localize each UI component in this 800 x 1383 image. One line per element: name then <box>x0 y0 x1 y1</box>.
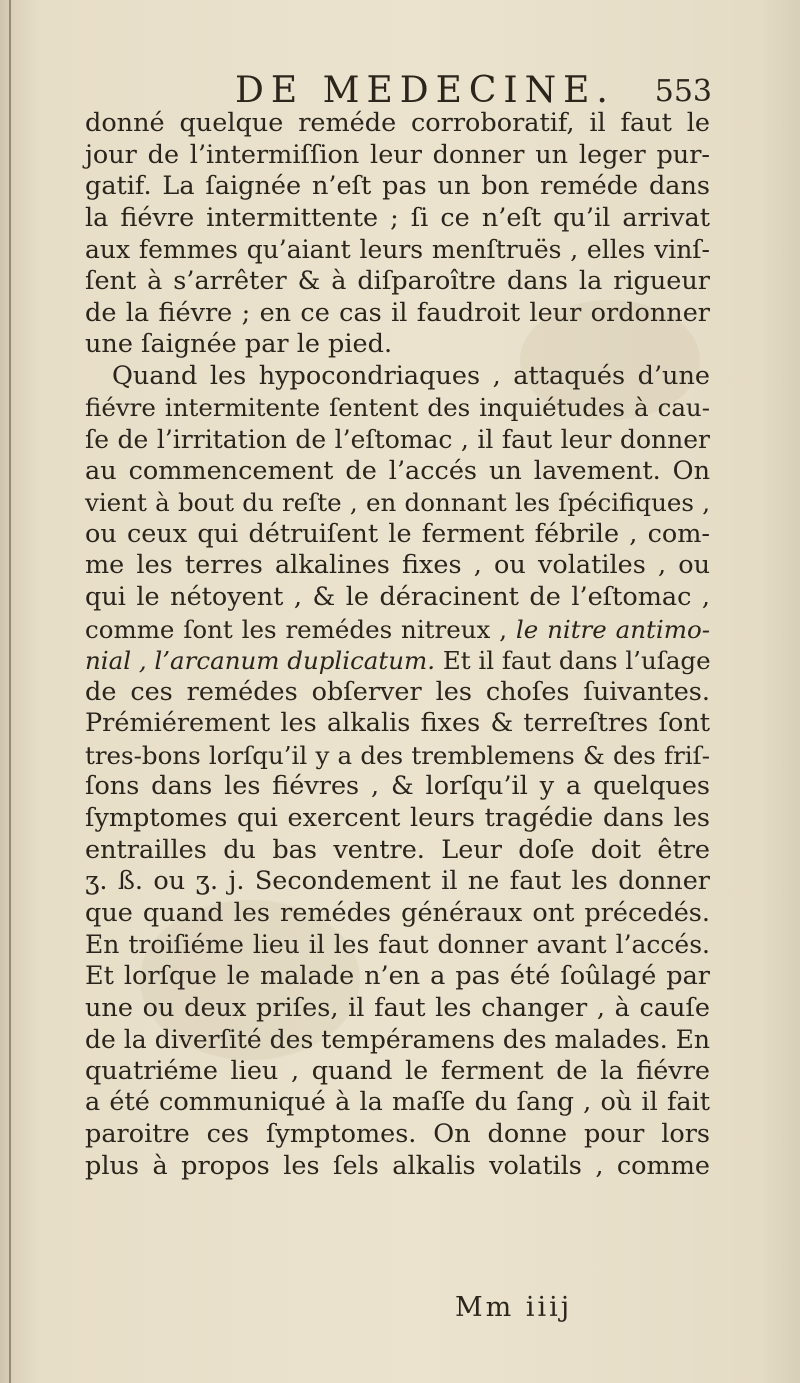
line-text: ou ceux qui détruiſent le ferment fébrile , com- <box>85 518 710 549</box>
line-text: ſe de l’irritation de l’eſtomac , il faut leur donner <box>85 424 710 454</box>
line-text: ſent à s’arrêter & à diſparoître dans la rigueur <box>85 265 710 296</box>
text-line <box>85 993 710 1025</box>
line-text: que quand les remédes généraux ont précedés. <box>85 897 710 928</box>
text-line <box>85 1087 710 1119</box>
text-line <box>85 803 710 835</box>
text-line <box>85 1056 710 1088</box>
line-text: comme ſont les remédes nitreux , <box>85 614 516 644</box>
line-text: ſymptomes qui exercent leurs tragédie dans les <box>85 803 710 834</box>
text-line <box>85 108 710 140</box>
signature-mark: Mm iiij <box>455 1292 573 1323</box>
line-text: aux femmes qu’aiant leurs menſtruës , elles vinſ- <box>85 235 710 265</box>
page-gutter-edge <box>9 0 11 1383</box>
text-line <box>85 487 710 519</box>
line-text: de la diverſité des tempéramens des malades. En <box>85 1025 710 1055</box>
text-line <box>85 677 710 709</box>
text-line <box>85 961 710 993</box>
line-text: tres-bons lorſqu’il y a des tremblemens & des friſ- <box>85 740 710 770</box>
line-text: En troiſiéme lieu il les faut donner avant l’accés. <box>85 930 710 960</box>
text-line <box>85 614 710 646</box>
line-text: me les terres alkalines fixes , ou volatiles , ou <box>85 550 710 581</box>
line-text: de ces remédes obſerver les choſes ſuivantes. <box>85 676 710 707</box>
italic-text: le nitre antimo- <box>515 614 710 644</box>
line-text: une ſaignée par le pied. <box>85 329 393 360</box>
line-text: au commencement de l’accés un lavement. On <box>85 455 710 486</box>
line-text: paroitre ces ſymptomes. On donne pour lors <box>85 1119 710 1149</box>
text-line <box>85 171 710 203</box>
text-line <box>85 203 710 235</box>
line-text: qui le nétoyent , & le déracinent de l’eſtomac , <box>85 581 710 612</box>
line-text: Prémiérement les alkalis fixes & terreſtres ſont <box>85 708 710 739</box>
line-text: vient à bout du reſte , en donnant les ſpécifiques , <box>85 488 710 518</box>
text-line <box>85 519 710 551</box>
text-line <box>85 361 710 393</box>
text-line <box>85 740 710 772</box>
running-head <box>85 70 712 110</box>
text-line <box>85 866 710 898</box>
line-text: une ou deux priſes, il faut les changer , à cauſe <box>85 992 710 1023</box>
text-line <box>85 392 710 424</box>
line-text: de la fiévre ; en ce cas il faudroit leur ordonner <box>85 297 710 328</box>
text-line <box>85 456 710 488</box>
text-line <box>85 1151 710 1183</box>
line-text: fiévre intermitente ſentent des inquiétudes à cau- <box>85 393 710 423</box>
line-text: quatriéme lieu , quand le ferment de la fiévre <box>85 1055 710 1086</box>
italic-text: nial , l’arcanum duplicatum. <box>85 646 436 676</box>
line-text: la fiévre intermittente ; ſi ce n’eſt qu’il arrivat <box>85 202 710 233</box>
text-line <box>85 234 710 266</box>
text-line <box>85 929 710 961</box>
text-line <box>85 1119 710 1151</box>
line-text: ʒ. ß. ou ʒ. j. Secondement il ne faut les donner <box>85 866 710 897</box>
text-line <box>85 550 710 582</box>
text-line <box>85 329 710 361</box>
text-line <box>85 140 710 172</box>
text-line <box>85 898 710 930</box>
text-line <box>85 645 710 677</box>
line-text: plus à propos les ſels alkalis volatils , comme <box>85 1150 710 1181</box>
line-text: donné quelque reméde corroboratif, il faut le <box>85 108 710 138</box>
line-text: ſons dans les fiévres , & lorſqu’il y a quelques <box>85 771 710 802</box>
line-text: jour de l’intermiſſion leur donner un leger pur- <box>85 139 710 170</box>
line-text: Et il faut dans l’uſage <box>435 646 711 676</box>
text-line <box>85 708 710 740</box>
body-text <box>85 108 710 1182</box>
text-line <box>85 582 710 614</box>
line-text: gatif. La ſaignée n’eſt pas un bon reméde dans <box>85 171 710 202</box>
line-text: entrailles du bas ventre. Leur doſe doit être <box>85 834 710 865</box>
text-line <box>85 298 710 330</box>
line-text: Quand les hypocondriaques , attaqués d’une <box>112 360 710 391</box>
line-text: a été communiqué à la maſſe du ſang , où il fait <box>85 1087 710 1118</box>
text-line <box>85 266 710 298</box>
page-number: 553 <box>654 74 712 109</box>
text-line <box>85 771 710 803</box>
running-head-title: DE MEDECINE. <box>235 70 615 111</box>
text-line <box>85 835 710 867</box>
text-line <box>85 1024 710 1056</box>
text-line <box>85 424 710 456</box>
line-text: Et lorſque le malade n’en a pas été ſoûlagé par <box>85 961 710 992</box>
